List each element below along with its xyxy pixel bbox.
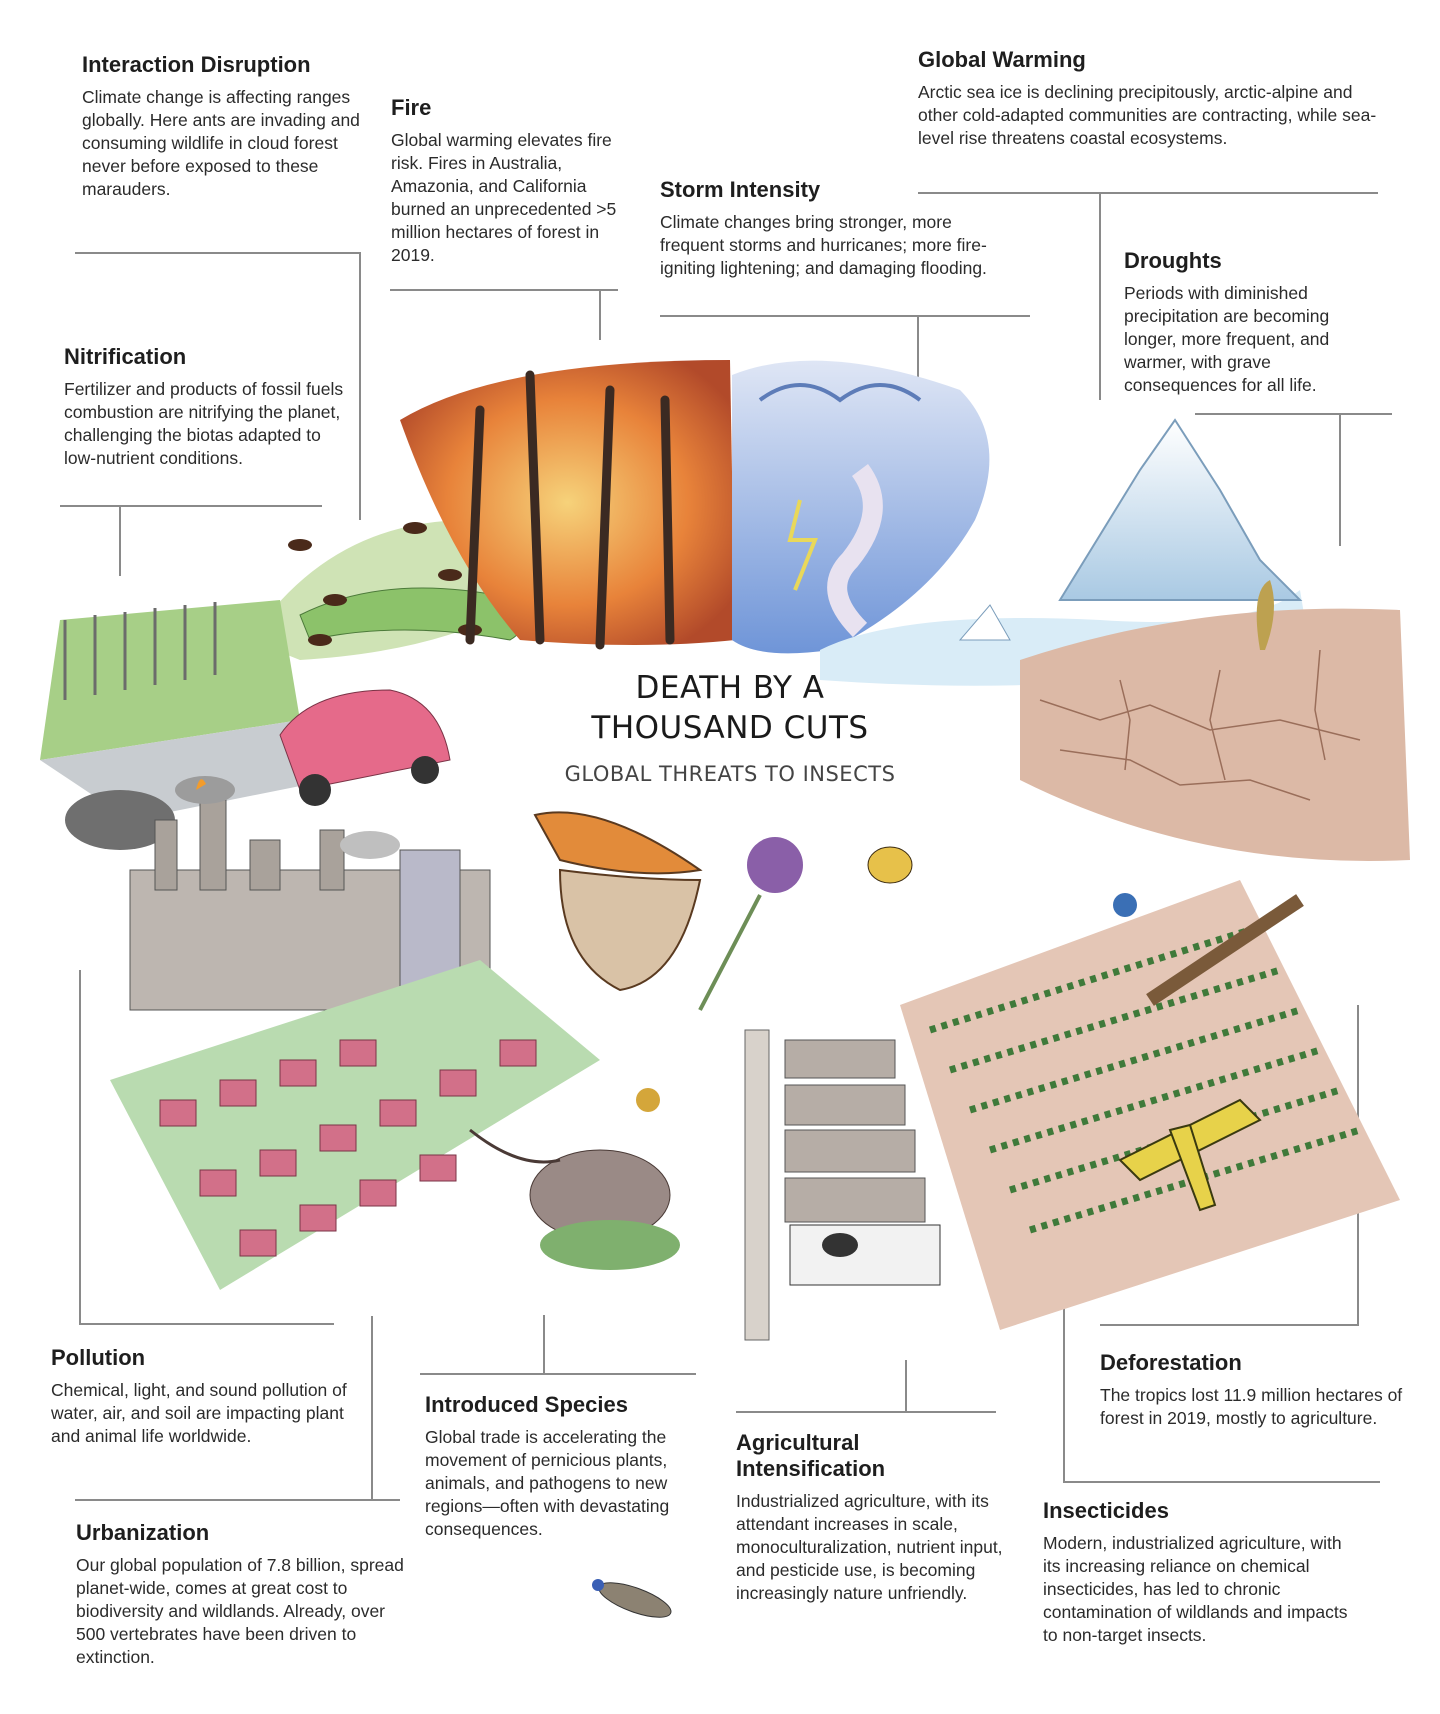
- center-title: [500, 668, 960, 748]
- block-storm-intensity: [660, 177, 1010, 280]
- block-pollution: [51, 1345, 361, 1448]
- block-fire: [391, 95, 631, 267]
- text-introduced-species: Global trade is accelerating the movement of pernicious plants, animals, and pathogens to new regions—often with devastating consequences.: [425, 1427, 670, 1539]
- fields-illustration: [900, 880, 1400, 1330]
- title-nitrification: Nitrification: [64, 344, 187, 369]
- text-urbanization: Our global population of 7.8 billion, spread planet-wide, comes at great cost to biodiversity and wildlands. Already, over 500 vertebrates have been driven to extinction.: [76, 1555, 404, 1667]
- title-introduced-species: Introduced Species: [425, 1392, 628, 1417]
- title-agricultural-line1: Agricultural: [736, 1430, 860, 1455]
- butterfly-illustration: [535, 812, 912, 1010]
- title-storm-intensity: Storm Intensity: [660, 177, 821, 202]
- text-nitrification: Fertilizer and products of fossil fuels combustion are nitrifying the planet, challenging the biotas adapted to low-nutrient conditions.: [64, 379, 344, 468]
- block-urbanization: [76, 1520, 406, 1669]
- leader-introduced: [420, 1315, 696, 1374]
- leader-nitrification: [60, 506, 322, 576]
- text-insecticides: Modern, industrialized agriculture, with its increasing reliance on chemical insecticides, has led to chronic contamination of wildlands and impacts to non-target insects.: [1043, 1533, 1348, 1645]
- block-deforestation: [1100, 1350, 1410, 1430]
- text-droughts: Periods with diminished precipitation are becoming longer, more frequent, and warmer, with grave consequences for all life.: [1124, 283, 1330, 395]
- title-agricultural-intensification: [736, 1430, 1021, 1482]
- block-insecticides: [1043, 1498, 1363, 1647]
- title-interaction-disruption: Interaction Disruption: [82, 52, 311, 77]
- cows-illustration: [745, 1030, 940, 1340]
- block-droughts: [1124, 248, 1379, 397]
- title-global-warming: Global Warming: [918, 47, 1086, 72]
- text-pollution: Chemical, light, and sound pollution of water, air, and soil are impacting plant and animal life worldwide.: [51, 1380, 347, 1446]
- text-deforestation: The tropics lost 11.9 million hectares of forest in 2019, mostly to agriculture.: [1100, 1385, 1403, 1428]
- block-interaction-disruption: [82, 52, 362, 201]
- block-global-warming: [918, 47, 1388, 150]
- title-deforestation: Deforestation: [1100, 1350, 1242, 1375]
- center-subtitle: GLOBAL THREATS TO INSECTS: [564, 762, 896, 786]
- title-insecticides: Insecticides: [1043, 1498, 1169, 1523]
- block-agricultural-intensification: [736, 1430, 1021, 1605]
- beetle-illustration: [592, 1576, 675, 1625]
- text-agricultural-intensification: Industrialized agriculture, with its attendant increases in scale, monoculturalization, nutrient input, and pesticide use, is becoming increasingly nature unfriendly.: [736, 1491, 1003, 1603]
- title-droughts: Droughts: [1124, 248, 1222, 273]
- center-title-line2: THOUSAND CUTS: [591, 710, 869, 746]
- title-pollution: Pollution: [51, 1345, 146, 1370]
- title-fire: Fire: [391, 95, 432, 120]
- center-title-line1: DEATH BY A: [635, 670, 825, 706]
- text-interaction-disruption: Climate change is affecting ranges globally. Here ants are invading and consuming wildlife in cloud forest never before exposed to these marauders.: [82, 87, 360, 199]
- leader-agricultural: [736, 1360, 996, 1412]
- leader-fire: [390, 290, 618, 340]
- text-fire: Global warming elevates fire risk. Fires in Australia, Amazonia, and California burned an unprecedented >5 million hectares of forest in 2019.: [391, 130, 617, 265]
- block-nitrification: [64, 344, 344, 470]
- block-introduced-species: [425, 1392, 715, 1541]
- text-global-warming: Arctic sea ice is declining precipitously, arctic-alpine and other cold-adapted communities are contracting, while sea-level rise threatens coastal ecosystems.: [918, 82, 1377, 148]
- title-agricultural-line2: Intensification: [736, 1456, 886, 1481]
- title-urbanization: Urbanization: [76, 1520, 210, 1545]
- storm-illustration: [732, 361, 989, 654]
- text-storm-intensity: Climate changes bring stronger, more frequent storms and hurricanes; more fire-igniting lightening; and damaging flooding.: [660, 212, 987, 278]
